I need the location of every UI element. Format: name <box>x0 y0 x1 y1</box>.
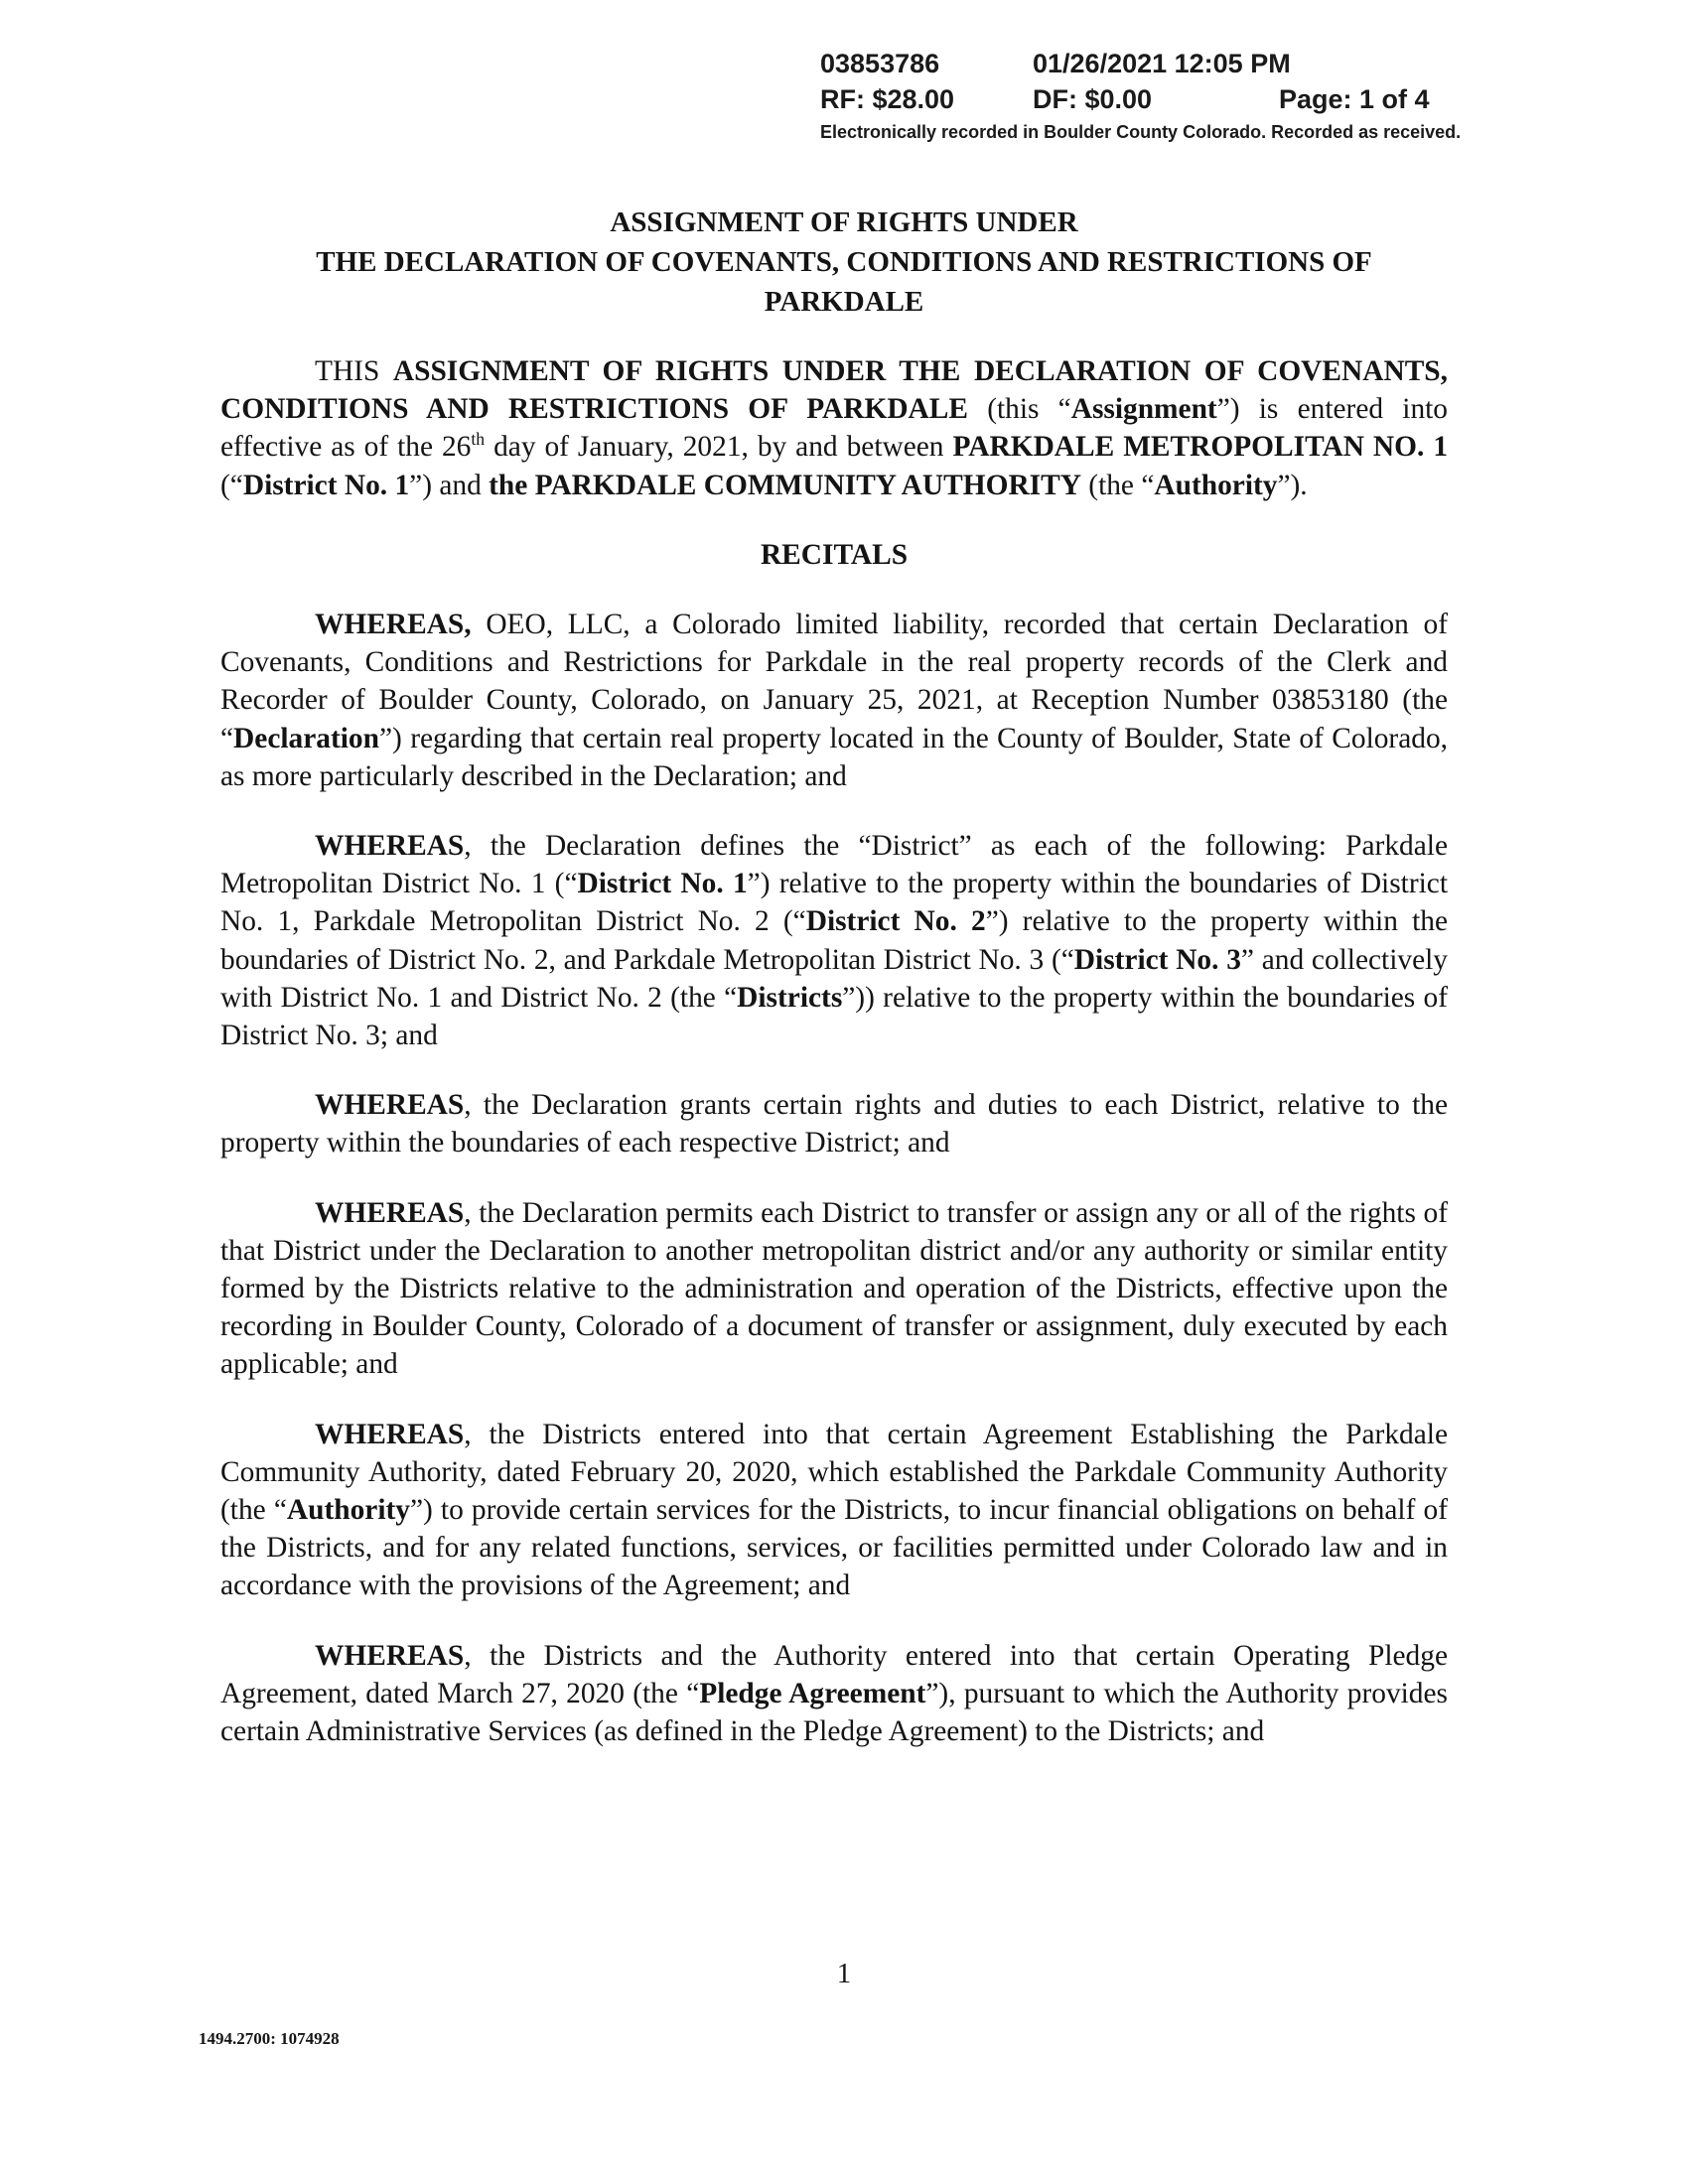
recital-paragraph-5 <box>220 1416 1448 1605</box>
text-run: , the Districts entered into that certain Agreement Establishing the Parkdale Community Authority, dated February 20, 2020, which established the Parkdale Community Authority (the “ <box>220 1418 1448 1527</box>
document-body <box>220 352 1448 1782</box>
defined-term: Declaration <box>233 722 379 754</box>
title-line-1: ASSIGNMENT OF RIGHTS UNDER <box>610 206 1078 238</box>
defined-term: District No. 2 <box>805 905 986 938</box>
party-name: PARKDALE METROPOLITAN NO. 1 <box>952 431 1449 464</box>
whereas-label: WHEREAS <box>315 1089 465 1122</box>
intro-paragraph <box>220 352 1448 504</box>
defined-term: District No. 1 <box>577 868 748 900</box>
text-run: ”) regarding that certain real property located in the County of Boulder, State of Colorado, as more particularly described in the Declaration; and <box>220 722 1448 792</box>
party-name: the PARKDALE COMMUNITY AUTHORITY <box>489 469 1081 501</box>
document-id: 1494.2700: 1074928 <box>199 2029 340 2048</box>
title-line-2: THE DECLARATION OF COVENANTS, CONDITIONS AND RESTRICTIONS OF <box>316 246 1372 278</box>
text-run: (the “ <box>1080 469 1155 501</box>
stamp-row-2 <box>820 81 1575 117</box>
defined-term: Authority <box>1154 469 1278 501</box>
page-count: Page: 1 of 4 <box>1279 84 1430 114</box>
recital-paragraph-4 <box>220 1194 1448 1384</box>
defined-term: District No. 1 <box>242 469 410 501</box>
text-run: , the Declaration defines the “District” as each of the following: Parkdale Metropolitan District No. 1 (“ <box>220 830 1448 900</box>
recording-stamp <box>820 46 1575 145</box>
text-run: (“ <box>220 469 243 501</box>
whereas-label: WHEREAS <box>315 830 465 863</box>
documentary-fee: DF: $0.00 <box>1033 84 1153 114</box>
whereas-label: WHEREAS, <box>315 609 472 641</box>
text-run: ”) relative to the property within the boundaries of District No. 1, Parkdale Metropolitan District No. 2 (“ <box>220 868 1448 938</box>
text-run: ”) and <box>409 469 490 501</box>
text-run: ”) to provide certain services for the Districts, to incur financial obligations on behalf of the Districts, and for any related functions, services, or facilities permitted under Colorado law and in accordance with the provisions of the Agreement; and <box>220 1494 1448 1602</box>
ordinal-suffix: th <box>471 429 486 450</box>
whereas-label: WHEREAS <box>315 1639 465 1672</box>
reception-number: 03853786 <box>820 49 940 78</box>
text-run: , the Declaration permits each District to transfer or assign any or all of the rights of that District under the Declaration to another metropolitan district and/or any authority or similar entity formed by the Districts relative to the administration and operation of the Districts, effective upon the recording in Boulder County, Colorado of a document of transfer or assignment, duly executed by each applicable; and <box>220 1196 1448 1381</box>
text-run: ”), pursuant to which the Authority provides certain Administrative Services (as defined in the Pledge Agreement) to the Districts; and <box>220 1677 1448 1748</box>
text-run: (this “ <box>967 393 1071 426</box>
text-run: ”) is entered into effective as of the 26 <box>220 393 1448 464</box>
text-run: ”) relative to the property within the boundaries of District No. 2, and Parkdale Metropolitan District No. 3 (“ <box>220 905 1448 976</box>
recital-paragraph-1 <box>220 606 1448 795</box>
recording-note: Electronically recorded in Boulder County Colorado. Recorded as received. <box>820 122 1462 142</box>
text-run: day of January, 2021, by and between <box>485 431 953 464</box>
recitals-heading: RECITALS <box>760 538 909 571</box>
document-title <box>199 203 1489 322</box>
whereas-label: WHEREAS <box>315 1418 465 1450</box>
recital-paragraph-6 <box>220 1637 1448 1751</box>
title-line-3: PARKDALE <box>764 286 924 318</box>
text-run: THIS <box>315 355 393 387</box>
text-run: ” and collectively with District No. 1 and District No. 2 (the “ <box>220 943 1448 1014</box>
recording-datetime: 01/26/2021 12:05 PM <box>1033 49 1291 78</box>
defined-term: Pledge Agreement <box>699 1677 926 1709</box>
text-run: OEO, LLC, a Colorado limited liability, recorded that certain Declaration of Covenants, Conditions and Restrictions for Parkdale in the real property records of the Clerk and Recorder of Boulder County, Colorado, on January 25, 2021, at Reception Number 03853180 (the “ <box>220 609 1448 754</box>
recital-paragraph-2 <box>220 827 1448 1054</box>
stamp-row-1 <box>820 46 1575 81</box>
text-run: , the Declaration grants certain rights and duties to each District, relative to the property within the boundaries of each respective District; and <box>220 1089 1448 1160</box>
recording-fee: RF: $28.00 <box>820 84 955 114</box>
defined-term: Districts <box>737 981 843 1014</box>
defined-term: Authority <box>286 1494 410 1527</box>
text-run: , the Districts and the Authority entered into that certain Operating Pledge Agreement, dated March 27, 2020 (the “ <box>220 1639 1448 1709</box>
defined-term: ASSIGNMENT OF RIGHTS UNDER THE DECLARATION OF COVENANTS, CONDITIONS AND RESTRICTIONS OF PARKDALE <box>220 355 1448 426</box>
recital-paragraph-3 <box>220 1086 1448 1161</box>
page-number: 1 <box>836 1958 852 1989</box>
defined-term: Assignment <box>1070 393 1217 426</box>
text-run: ”). <box>1277 469 1308 501</box>
defined-term: District No. 3 <box>1073 943 1241 976</box>
whereas-label: WHEREAS <box>315 1196 465 1229</box>
text-run: ”)) relative to the property within the boundaries of District No. 3; and <box>220 981 1448 1052</box>
